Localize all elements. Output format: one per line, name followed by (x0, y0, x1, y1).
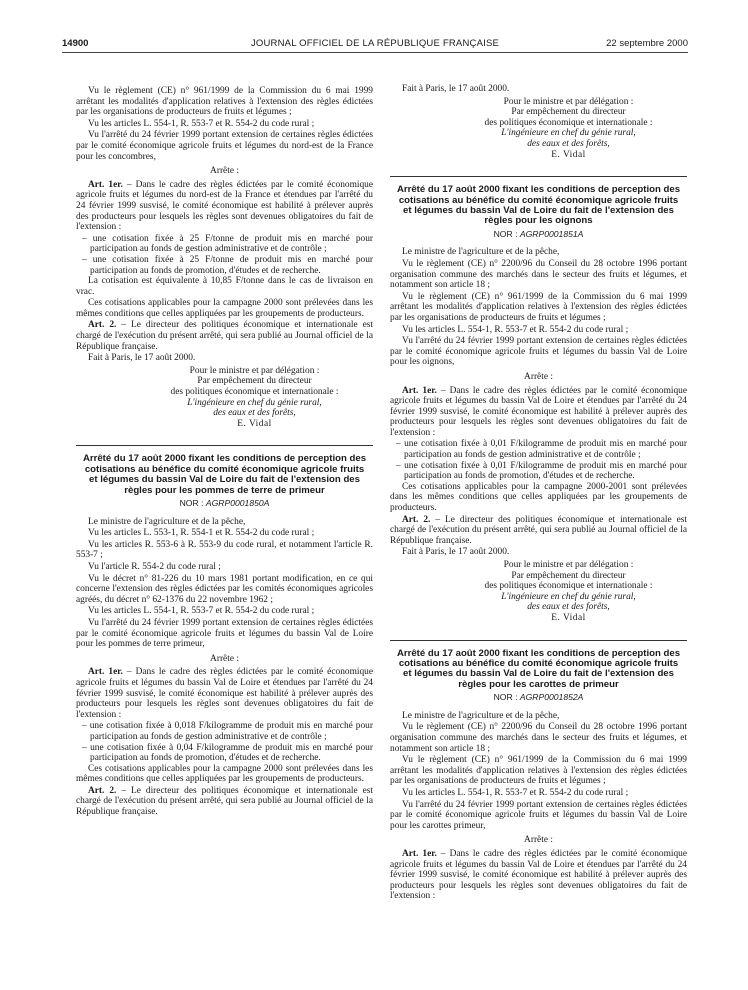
article-label: Art. 1er. (402, 385, 437, 396)
list-item: – une cotisation fixée à 0,01 F/kilogramme de produit mis en marché pour participation au fonds de promotion, d'études et de recherche. (390, 461, 687, 482)
page-header (62, 36, 688, 53)
nor-code: AGRP0001851A (519, 228, 584, 239)
visa: Vu le règlement (CE) n° 2200/96 du Conseil du 28 octobre 1996 portant organisation commune des marchés dans le secteur des fruits et légumes, et notamment son article 18 ; (390, 722, 687, 754)
signature-line: Par empêchement du directeur (511, 570, 626, 581)
section-divider (76, 445, 373, 446)
article-label: Art. 1er. (402, 848, 437, 859)
list-item: – une cotisation fixée à 25 F/tonne de produit mis en marché pour participation au fonds de promotion, d'études et de recherche. (76, 255, 373, 276)
paragraph: Ces cotisations applicables pour la campagne 2000 sont prélevées dans les mêmes conditions que celles appliquées par les groupements de producteurs. (76, 298, 373, 319)
visa: Vu les articles L. 554-1, R. 553-7 et R. 554-2 du code rural ; (88, 606, 315, 617)
visa: Vu les articles L. 554-1, R. 553-7 et R. 554-2 du code rural ; (402, 787, 629, 798)
article-label: Art. 2. (402, 514, 431, 525)
visa: Vu les articles L. 553-1, R. 554-1 et R. 554-2 du code rural ; (88, 528, 315, 539)
signature-line: des politiques économique et internationale : (170, 387, 339, 398)
signature-line: des politiques économique et internationale : (484, 117, 653, 128)
signatory-name: E. Vidal (237, 418, 272, 429)
visa: Vu le règlement (CE) n° 2200/96 du Conseil du 28 octobre 1996 portant organisation commune des marchés dans le secteur des fruits et légumes, et notamment son article 18 ; (390, 258, 687, 291)
signature-block (76, 366, 373, 430)
visa: Vu les articles R. 553-6 à R. 553-9 du code rural, et notamment l'article R. 553-7 ; (76, 539, 373, 561)
decree-title: Arrêté du 17 août 2000 fixant les conditions de perception des cotisations au bénéfice du comité économique agricole fruits et légumes du bassin Val de Loire du fait de l'extension des règles pour les pommes de terre de primeur (82, 453, 367, 496)
arrete-heading: Arrête : (524, 835, 553, 846)
visa: Vu l'arrêté du 24 février 1999 portant extension de certaines règles édictées par le comité économique agricole fruits et légumes du nord-est de la France pour les concombres, (76, 130, 373, 162)
article-1 (390, 849, 687, 902)
article-label: Art. 1er. (88, 179, 123, 190)
article-text: – Dans le cadre des règles édictées par le comité économique agricole fruits et légumes du bassin Val de Loire et étendues par l'arrêté du 24 février 1999 susvisé, le comité économique est habilité à prélever auprès des producteurs pour lesquels les règles sont devenues obligatoires du fait de l'extension : (76, 667, 373, 720)
signature-line: Pour le ministre et par délégation : (503, 560, 634, 570)
article-label: Art. 2. (88, 320, 117, 331)
article-text: – Le directeur des politiques économique et internationale est chargé de l'exécution du présent arrêté, qui sera publié au Journal officiel de la République française. (76, 785, 373, 818)
visa: Le ministre de l'agriculture et de la pêche, (402, 710, 560, 721)
article-text: – Le directeur des politiques économique et internationale est chargé de l'exécution du présent arrêté, qui sera publié au Journal officiel de la République française. (390, 514, 687, 546)
nor-reference (390, 229, 687, 240)
nor-label: NOR : (493, 228, 518, 239)
nor-code: AGRP0001850A (205, 498, 270, 509)
list-item: – une cotisation fixée à 0,018 F/kilogramme de produit mis en marché pour participation au fonds de gestion administrative et de contrôle ; (76, 721, 373, 742)
signature-block (390, 97, 687, 161)
signing-place-date: Fait à Paris, le 17 août 2000. (402, 84, 510, 94)
paragraph: Ces cotisations applicables pour la campagne 2000-2001 sont prélevées dans les mêmes conditions que celles appliquées par les groupements de producteurs. (390, 481, 687, 514)
nor-code: AGRP0001852A (519, 692, 584, 703)
signature-line: Pour le ministre et par délégation : (189, 365, 320, 376)
section-divider (390, 176, 687, 177)
paragraph: Ces cotisations applicables pour la campagne 2000 sont prélevées dans les mêmes conditions que celles appliquées par les groupements de producteurs. (76, 763, 373, 785)
levy-list (76, 721, 373, 763)
article-2 (390, 515, 687, 547)
signature-block (390, 560, 687, 624)
journal-title: JOURNAL OFFICIEL DE LA RÉPUBLIQUE FRANÇAISE (250, 38, 500, 49)
article-2 (76, 320, 373, 352)
visa: Le ministre de l'agriculture et de la pêche, (402, 247, 560, 258)
article-1 (76, 667, 373, 720)
page-number: 14900 (62, 38, 89, 49)
decree-title: Arrêté du 17 août 2000 fixant les conditions de perception des cotisations au bénéfice du comité économique agricole fruits et légumes du bassin Val de Loire du fait de l'extension des règles pour les oignons (396, 184, 681, 227)
visa: Vu le règlement (CE) n° 961/1999 de la Commission du 6 mai 1999 arrêtant les modalités d'application relatives à l'extension des règles édictées par les organisations de producteurs de fruits et légumes ; (390, 291, 687, 323)
visa: Vu l'arrêté du 24 février 1999 portant extension de certaines règles édictées par le comité économique agricole fruits et légumes du bassin Val de Loire pour les carottes primeur, (390, 799, 687, 831)
article-text: – Le directeur des politiques économique et internationale est chargé de l'exécution du présent arrêté, qui sera publié au Journal officiel de la République française. (76, 320, 373, 352)
article-text: – Dans le cadre des règles édictées par le comité économique agricole fruits et légumes du bassin Val de Loire et étendues par l'arrêté du 24 février 1999 susvisé, le comité économique est habilité à prélever auprès des producteurs pour lesquels les règles sont devenues obligatoires du fait de l'extension : (390, 385, 687, 438)
list-item: – une cotisation fixée à 25 F/tonne de produit mis en marché pour participation au fonds de gestion administrative et de contrôle ; (76, 234, 373, 255)
nor-reference (76, 498, 373, 509)
signature-line: Par empêchement du directeur (511, 107, 626, 118)
signature-line: Par empêchement du directeur (197, 376, 312, 387)
decree-title: Arrêté du 17 août 2000 fixant les conditions de perception des cotisations au bénéfice du comité économique agricole fruits et légumes du bassin Val de Loire du fait de l'extension des règles pour les carottes de primeur (396, 647, 681, 690)
signature-line: des eaux et des forêts, (527, 138, 610, 149)
levy-list (76, 234, 373, 276)
visa: Vu le règlement (CE) n° 961/1999 de la Commission du 6 mai 1999 arrêtant les modalités d'application relatives à l'extension des règles édictées par les organisations de producteurs de fruits et légumes ; (76, 86, 373, 118)
nor-label: NOR : (493, 692, 518, 703)
article-label: Art. 2. (88, 785, 117, 796)
signature-line: des politiques économique et internationale : (484, 581, 653, 592)
arrete-heading: Arrête : (210, 653, 239, 664)
section-divider (390, 640, 687, 641)
issue-date: 22 septembre 2000 (606, 38, 688, 49)
list-item: – une cotisation fixée à 0,04 F/kilogramme de produit mis en marché pour participation au fonds de promotion, d'études et de recherche. (76, 743, 373, 764)
signature-line: L'ingénieure en chef du génie rural, (187, 397, 322, 408)
nor-label: NOR : (179, 498, 204, 509)
visa: Vu l'arrêté du 24 février 1999 portant extension de certaines règles édictées par le comité économique agricole fruits et légumes du bassin Val de Loire pour les oignons, (390, 336, 687, 368)
visa: Vu l'article R. 554-2 du code rural ; (88, 562, 221, 572)
signature-line: L'ingénieure en chef du génie rural, (501, 128, 636, 139)
article-2 (76, 786, 373, 818)
signing-place-date: Fait à Paris, le 17 août 2000. (88, 353, 196, 364)
article-1 (76, 180, 373, 233)
left-column (76, 86, 373, 819)
arrete-heading: Arrête : (524, 371, 553, 382)
list-item: – une cotisation fixée à 0,01 F/kilogramme de produit mis en marché pour participation au fonds de gestion administrative et de contrôle ; (390, 439, 687, 460)
nor-reference (390, 692, 687, 703)
article-text: – Dans le cadre des règles édictées par le comité économique agricole fruits et légumes du bassin Val de Loire et étendues par l'arrêté du 24 février 1999 susvisé, le comité économique est habilité à prélever auprès des producteurs pour lesquels les règles sont devenues obligatoires du fait de l'extension : (390, 848, 687, 902)
right-column (390, 84, 687, 903)
article-1 (390, 386, 687, 439)
arrete-heading: Arrête : (210, 166, 239, 177)
visa: Vu les articles L. 554-1, R. 553-7 et R. 554-2 du code rural ; (402, 324, 629, 335)
visa: Vu le décret n° 81-226 du 10 mars 1981 portant modification, en ce qui concerne l'extension des règles édictées par les comités économiques agricoles agréés, du décret n° 62-1376 du 22 novembre 1962 ; (76, 573, 373, 605)
visa: Le ministre de l'agriculture et de la pêche, (88, 516, 246, 527)
signature-line: des eaux et des forêts, (527, 602, 610, 613)
signature-line: Pour le ministre et par délégation : (503, 96, 634, 107)
paragraph: La cotisation est équivalente à 10,85 F/tonne dans le cas de livraison en vrac. (76, 276, 373, 297)
signing-place-date: Fait à Paris, le 17 août 2000. (402, 547, 510, 558)
signature-line: L'ingénieure en chef du génie rural, (501, 591, 636, 602)
signatory-name: E. Vidal (551, 149, 586, 160)
visa: Vu l'arrêté du 24 février 1999 portant extension de certaines règles édictées par le comité économique agricole fruits et légumes du bassin Val de Loire pour les pommes de terre primeur, (76, 617, 373, 650)
signatory-name: E. Vidal (551, 612, 586, 623)
article-label: Art. 1er. (88, 667, 123, 678)
visa: Vu les articles L. 554-1, R. 553-7 et R. 554-2 du code rural ; (88, 118, 315, 129)
article-text: – Dans le cadre des règles édictées par le comité économique agricole fruits et légumes du nord-est de la France et étendues par l'arrêté du 24 février 1999 susvisé, le comité économique est habilité à prélever auprès des producteurs pour lesquels les règles sont devenues obligatoires du fait de l'extension : (76, 179, 373, 233)
levy-list (390, 439, 687, 481)
visa: Vu le règlement (CE) n° 961/1999 de la Commission du 6 mai 1999 arrêtant les modalités d'application relatives à l'extension des règles édictées par les organisations de producteurs de fruits et légumes ; (390, 755, 687, 787)
signature-line: des eaux et des forêts, (213, 408, 296, 419)
